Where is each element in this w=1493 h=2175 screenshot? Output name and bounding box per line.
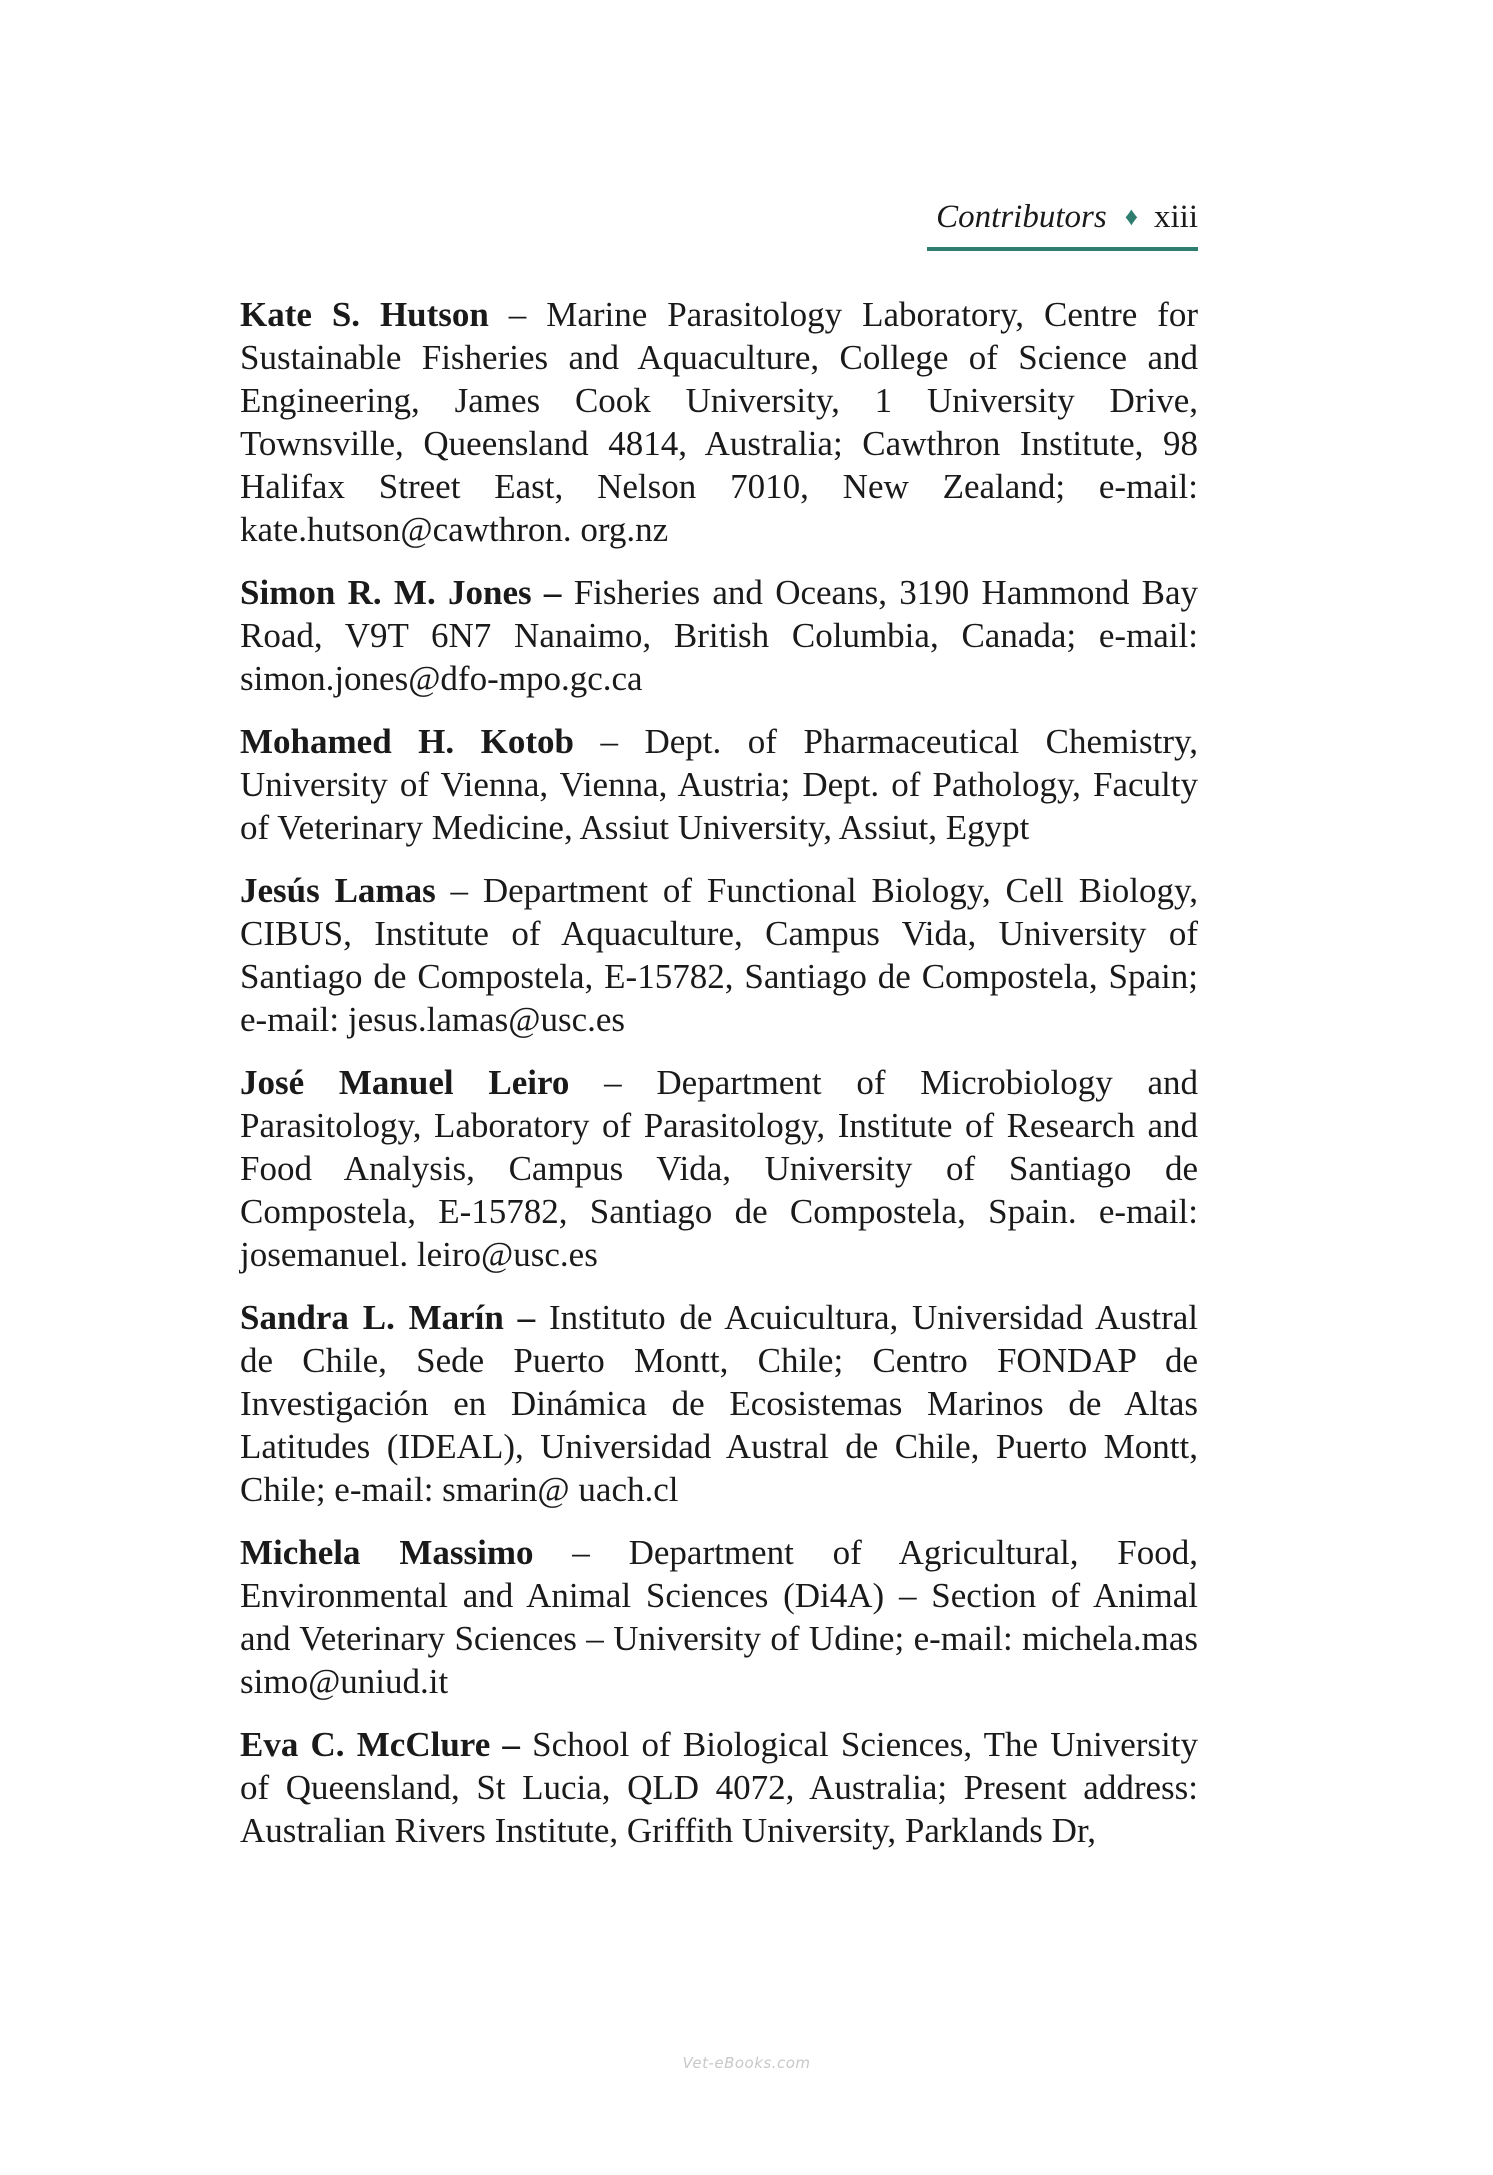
contributor-name: Michela Massimo: [240, 1533, 534, 1572]
contributor-affiliation: – Department of Agricultural, Food, Environmental and Animal Sciences (Di4A) – Section of Animal and Veterinary Sciences – University of Udine; e-mail: michela.mas simo@uniud.it: [240, 1533, 1198, 1701]
contributor-entry: [240, 293, 1198, 551]
contributor-affiliation: – Marine Parasitology Laboratory, Centre for Sustainable Fisheries and Aquaculture, College of Science and Engineering, James Cook University, 1 University Drive, Townsville, Queensland 4814, Australia; Cawthron Institute, 98 Halifax Street East, Nelson 7010, New Zealand; e-mail: kate.hutson@cawthron. org.nz: [240, 295, 1198, 549]
contributor-affiliation: Instituto de Acuicultura, Universidad Austral de Chile, Sede Puerto Montt, Chile; Centro FONDAP de Investigación en Dinámica de Ecosistemas Marinos de Altas Latitudes (IDEAL), Universidad Austral de Chile, Puerto Montt, Chile; e-mail: smarin@ uach.cl: [240, 1298, 1198, 1509]
page-number: xiii: [1153, 199, 1198, 235]
running-head-section: Contributors: [936, 199, 1107, 235]
contributor-name: Sandra L. Marín –: [240, 1298, 536, 1337]
contributor-affiliation: – Department of Functional Biology, Cell Biology, CIBUS, Institute of Aquaculture, Campus Vida, University of Santiago de Compostela, E-15782, Santiago de Compostela, Spain; e-mail: jesus.lamas@usc.es: [240, 871, 1198, 1039]
diamond-icon: ♦: [1124, 202, 1138, 231]
contributor-name: Jesús Lamas: [240, 871, 436, 910]
running-head-rule: [927, 247, 1198, 251]
contributor-affiliation: Fisheries and Oceans, 3190 Hammond Bay Road, V9T 6N7 Nanaimo, British Columbia, Canada; e-mail: simon.jones@dfo-mpo.gc.ca: [240, 573, 1198, 698]
contributor-entry: [240, 720, 1198, 849]
contributor-entry: [240, 869, 1198, 1041]
contributor-entry: [240, 571, 1198, 700]
contributor-entry: [240, 1723, 1198, 1852]
contributor-affiliation: – Department of Microbiology and Parasitology, Laboratory of Parasitology, Institute of Research and Food Analysis, Campus Vida, University of Santiago de Compostela, E-15782, Santiago de Compostela, Spain. e-mail: josemanuel. leiro@usc.es: [240, 1063, 1198, 1274]
contributor-name: José Manuel Leiro: [240, 1063, 570, 1102]
contributor-affiliation: – Dept. of Pharmaceutical Chemistry, University of Vienna, Vienna, Austria; Dept. of Pathology, Faculty of Veterinary Medicine, Assiut University, Assiut, Egypt: [240, 722, 1198, 847]
contributor-name: Eva C. McClure –: [240, 1725, 520, 1764]
contributor-affiliation: School of Biological Sciences, The University of Queensland, St Lucia, QLD 4072, Australia; Present address: Australian Rivers Institute, Griffith University, Parklands Dr,: [240, 1725, 1198, 1850]
contributor-entry: [240, 1296, 1198, 1511]
contributor-name: Kate S. Hutson: [240, 295, 489, 334]
contributor-name: Simon R. M. Jones –: [240, 573, 562, 612]
contributor-name: Mohamed H. Kotob: [240, 722, 574, 761]
running-head: [927, 194, 1198, 250]
watermark: Vet-eBooks.com: [682, 2054, 811, 2072]
contributors-list: [240, 293, 1198, 1872]
contributor-entry: [240, 1531, 1198, 1703]
contributor-entry: [240, 1061, 1198, 1276]
